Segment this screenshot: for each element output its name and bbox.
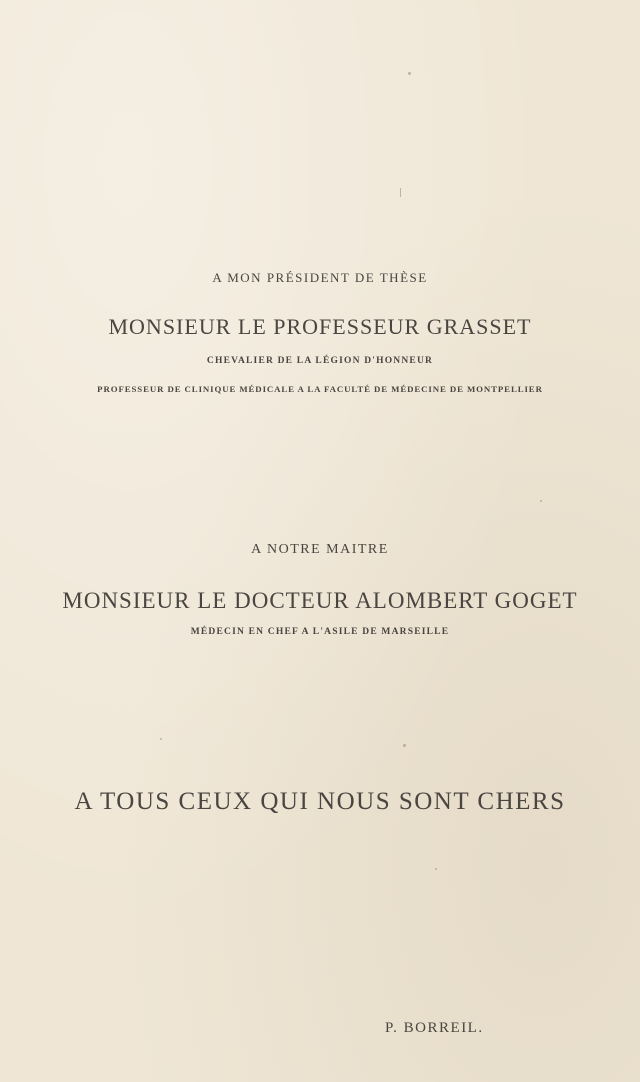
paper-speck <box>400 188 401 197</box>
master-name: MONSIEUR LE DOCTEUR ALOMBERT GOGET <box>62 588 578 613</box>
president-title-professeur: PROFESSEUR DE CLINIQUE MÉDICALE A LA FACULTÉ DE MÉDECINE DE MONTPELLIER <box>97 384 543 394</box>
master-title: MÉDECIN EN CHEF A L'ASILE DE MARSEILLE <box>190 627 450 637</box>
paper-speck <box>540 500 542 502</box>
author-signature: P. BORREIL. <box>385 1020 484 1036</box>
president-title-chevalier: CHEVALIER DE LA LÉGION D'HONNEUR <box>206 356 434 366</box>
all-dedication-text: A TOUS CEUX QUI NOUS SONT CHERS <box>74 788 566 815</box>
president-dedication-heading: A MON PRÉSIDENT DE THÈSE <box>212 270 428 285</box>
paper-speck <box>403 744 406 747</box>
paper-speck <box>160 738 162 740</box>
master-dedication-heading: A NOTRE MAITRE <box>251 542 389 557</box>
paper-speck <box>408 72 411 75</box>
paper-speck <box>435 868 437 870</box>
president-name: MONSIEUR LE PROFESSEUR GRASSET <box>108 314 532 339</box>
